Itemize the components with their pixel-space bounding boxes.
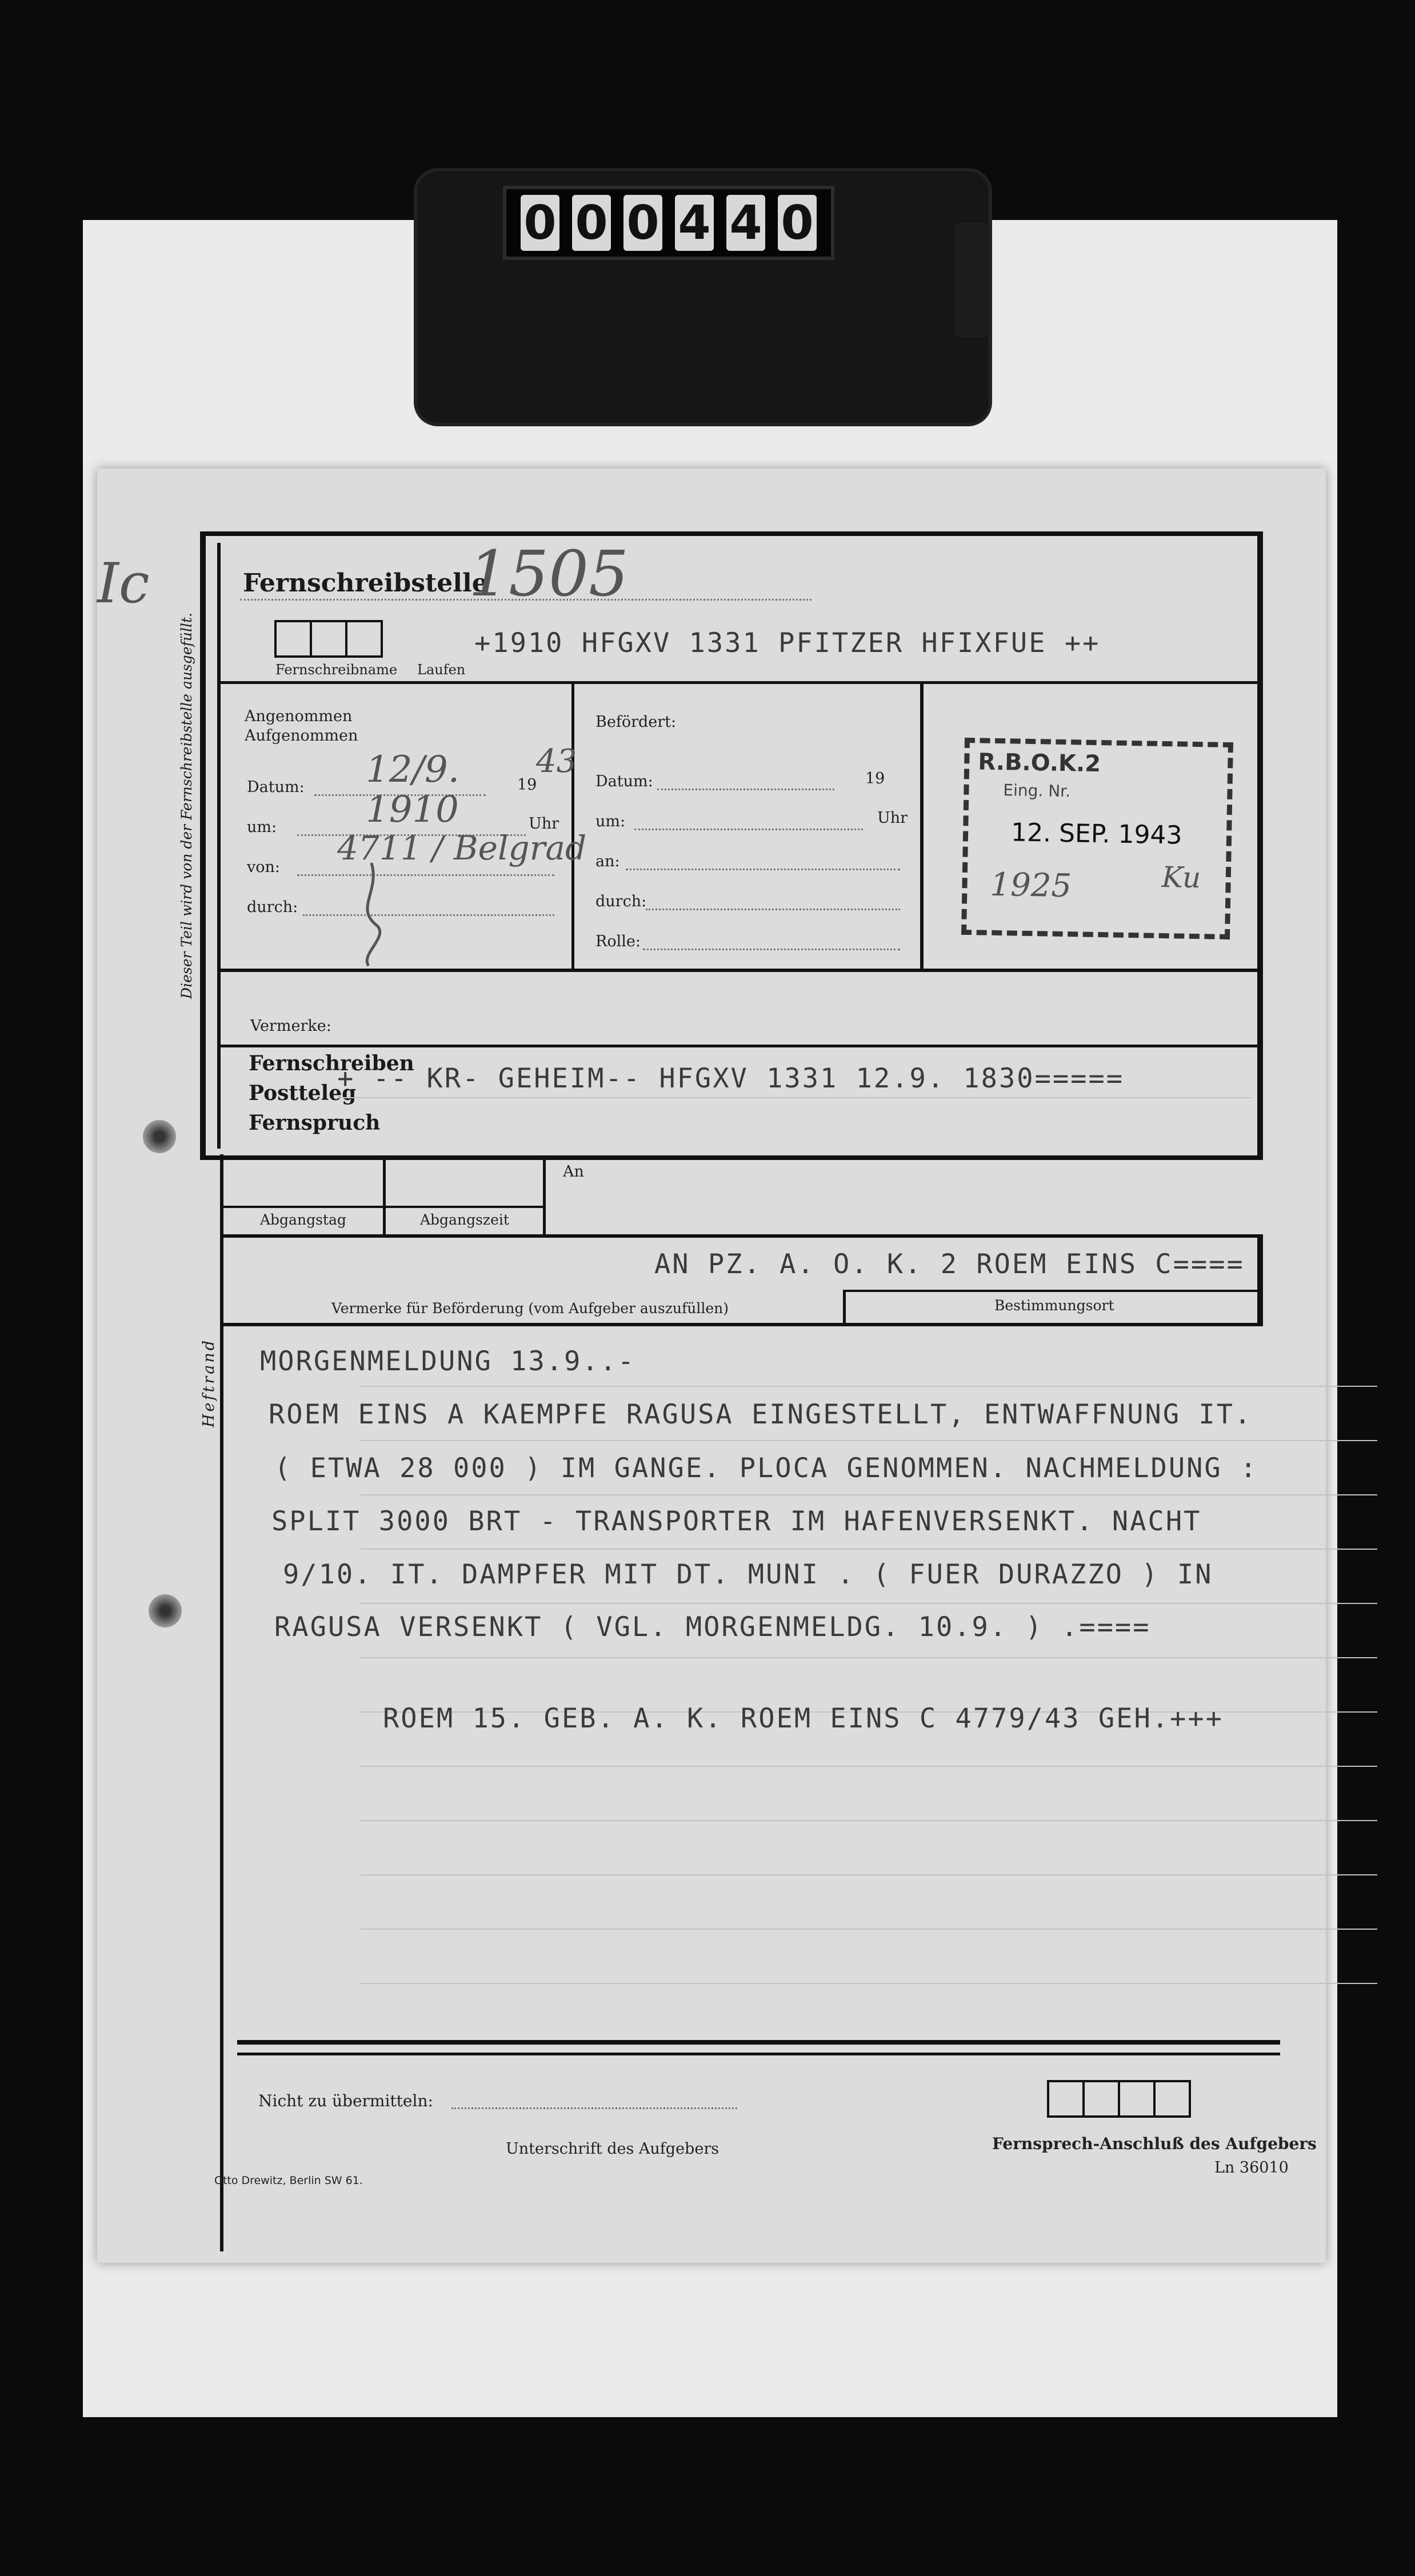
received-date-handwritten: 12/9.	[366, 749, 460, 791]
message-line-2: ROEM EINS A KAEMPFE RAGUSA EINGESTELLT, ENTWAFFNUNG IT.	[269, 1399, 1253, 1430]
stamp-unit: R.B.O.K.2	[977, 749, 1101, 778]
received-year-handwritten: 43	[536, 743, 577, 780]
signature-line: ROEM 15. GEB. A. K. ROEM EINS C 4779/43 GEH.+++	[383, 1703, 1224, 1734]
received-um-label: um:	[247, 818, 277, 836]
message-line-6: RAGUSA VERSENKT ( VGL. MORGENMELDG. 10.9. ) .====	[274, 1611, 1151, 1643]
forwarded-um-label: um:	[595, 813, 626, 830]
received-datum-label: Datum:	[247, 778, 305, 796]
counter-digit: 4	[675, 195, 714, 251]
receipt-stamp	[961, 738, 1233, 939]
abgangstag-label: Abgangstag	[260, 1211, 346, 1228]
margin-note-heftrand: Heftrand	[200, 1338, 218, 1428]
received-von-handwritten: 4711 / Belgrad	[337, 829, 587, 867]
aufgenommen-label: Aufgenommen	[245, 727, 358, 745]
stamp-date: 12. SEP. 1943	[1010, 818, 1182, 850]
type-fernspruch: Fernspruch	[249, 1111, 381, 1135]
margin-handwritten-mark: Ic	[97, 551, 150, 615]
angenommen-label: Angenommen	[245, 707, 353, 725]
stamp-subline: Eing. Nr.	[1003, 781, 1071, 801]
befoerdert-label: Befördert:	[595, 713, 677, 731]
priority-line: + -- KR- GEHEIM-- HFGXV 1331 12.9. 1830=====	[337, 1063, 1125, 1094]
unterschrift-label: Unterschrift des Aufgebers	[506, 2140, 720, 2158]
received-von-label: von:	[247, 858, 280, 876]
office-number-handwritten: 1505	[469, 537, 629, 610]
message-line-1: MORGENMELDUNG 13.9..-	[260, 1346, 636, 1377]
type-postteleg: Postteleg	[249, 1081, 357, 1105]
counter-digit: 0	[572, 195, 611, 251]
forwarded-uhr-label: Uhr	[877, 809, 908, 827]
stamp-handwritten-initials: Ku	[1161, 860, 1201, 895]
telegram-form-sheet	[97, 469, 1326, 2263]
counter-latch	[954, 223, 989, 337]
fernsprech-boxes	[1047, 2080, 1191, 2118]
punch-hole	[143, 1120, 176, 1153]
received-year-prefix: 19	[517, 776, 537, 794]
message-line-5: 9/10. IT. DAMPFER MIT DT. MUNI . ( FUER DURAZZO ) IN	[283, 1559, 1213, 1590]
header-line: +1910 HFGXV 1331 PFITZER HFIXFUE ++	[474, 627, 1101, 659]
printer-imprint: Otto Drewitz, Berlin SW 61.	[214, 2174, 363, 2187]
counter-digit: 4	[726, 195, 765, 251]
form-number: Ln 36010	[1214, 2159, 1289, 2177]
an-label: An	[563, 1163, 584, 1181]
margin-note-upper: Dieser Teil wird von der Fernschreibstelle ausgefüllt.	[178, 613, 195, 999]
nicht-zu-uebermitteln-label: Nicht zu übermitteln:	[258, 2091, 433, 2110]
received-durch-label: durch:	[247, 898, 298, 916]
type-fernschreiben: Fernschreiben	[249, 1051, 414, 1075]
abgangszeit-label: Abgangszeit	[420, 1211, 509, 1228]
forwarded-datum-label: Datum:	[595, 773, 653, 790]
forwarded-an-label: an:	[595, 853, 620, 870]
forwarded-durch-label: durch:	[595, 893, 647, 910]
vermerke-befoerderung-label: Vermerke für Beförderung (vom Aufgeber auszufüllen)	[331, 1300, 729, 1317]
counter-digit: 0	[623, 195, 662, 251]
fernsprech-label: Fernsprech-Anschluß des Aufgebers	[992, 2134, 1317, 2153]
office-title: Fernschreibstelle	[243, 569, 488, 598]
recipient-line: AN PZ. A. O. K. 2 ROEM EINS C====	[654, 1249, 1245, 1280]
stamp-handwritten-number: 1925	[989, 866, 1072, 905]
laufen-label: Laufen	[417, 662, 466, 678]
message-type-labels	[249, 1049, 414, 1138]
counter-digit: 0	[521, 195, 559, 251]
received-durch-handwritten	[337, 857, 406, 971]
received-time-handwritten: 1910	[366, 789, 459, 831]
forwarded-year-prefix: 19	[865, 770, 885, 787]
received-uhr-label: Uhr	[529, 815, 559, 833]
message-line-3: ( ETWA 28 000 ) IM GANGE. PLOCA GENOMMEN. NACHMELDUNG :	[274, 1453, 1258, 1484]
punch-hole	[149, 1594, 182, 1627]
page-counter-display	[503, 186, 834, 260]
counter-digit: 0	[778, 195, 817, 251]
fernschreibname-boxes	[274, 620, 383, 658]
message-line-4: SPLIT 3000 BRT - TRANSPORTER IM HAFENVERSENKT. NACHT	[271, 1506, 1202, 1537]
vermerke-label: Vermerke:	[250, 1017, 331, 1035]
bestimmungsort-label: Bestimmungsort	[994, 1297, 1114, 1314]
fernschreibname-label: Fernschreibname	[275, 662, 398, 678]
forwarded-rolle-label: Rolle:	[595, 933, 641, 950]
